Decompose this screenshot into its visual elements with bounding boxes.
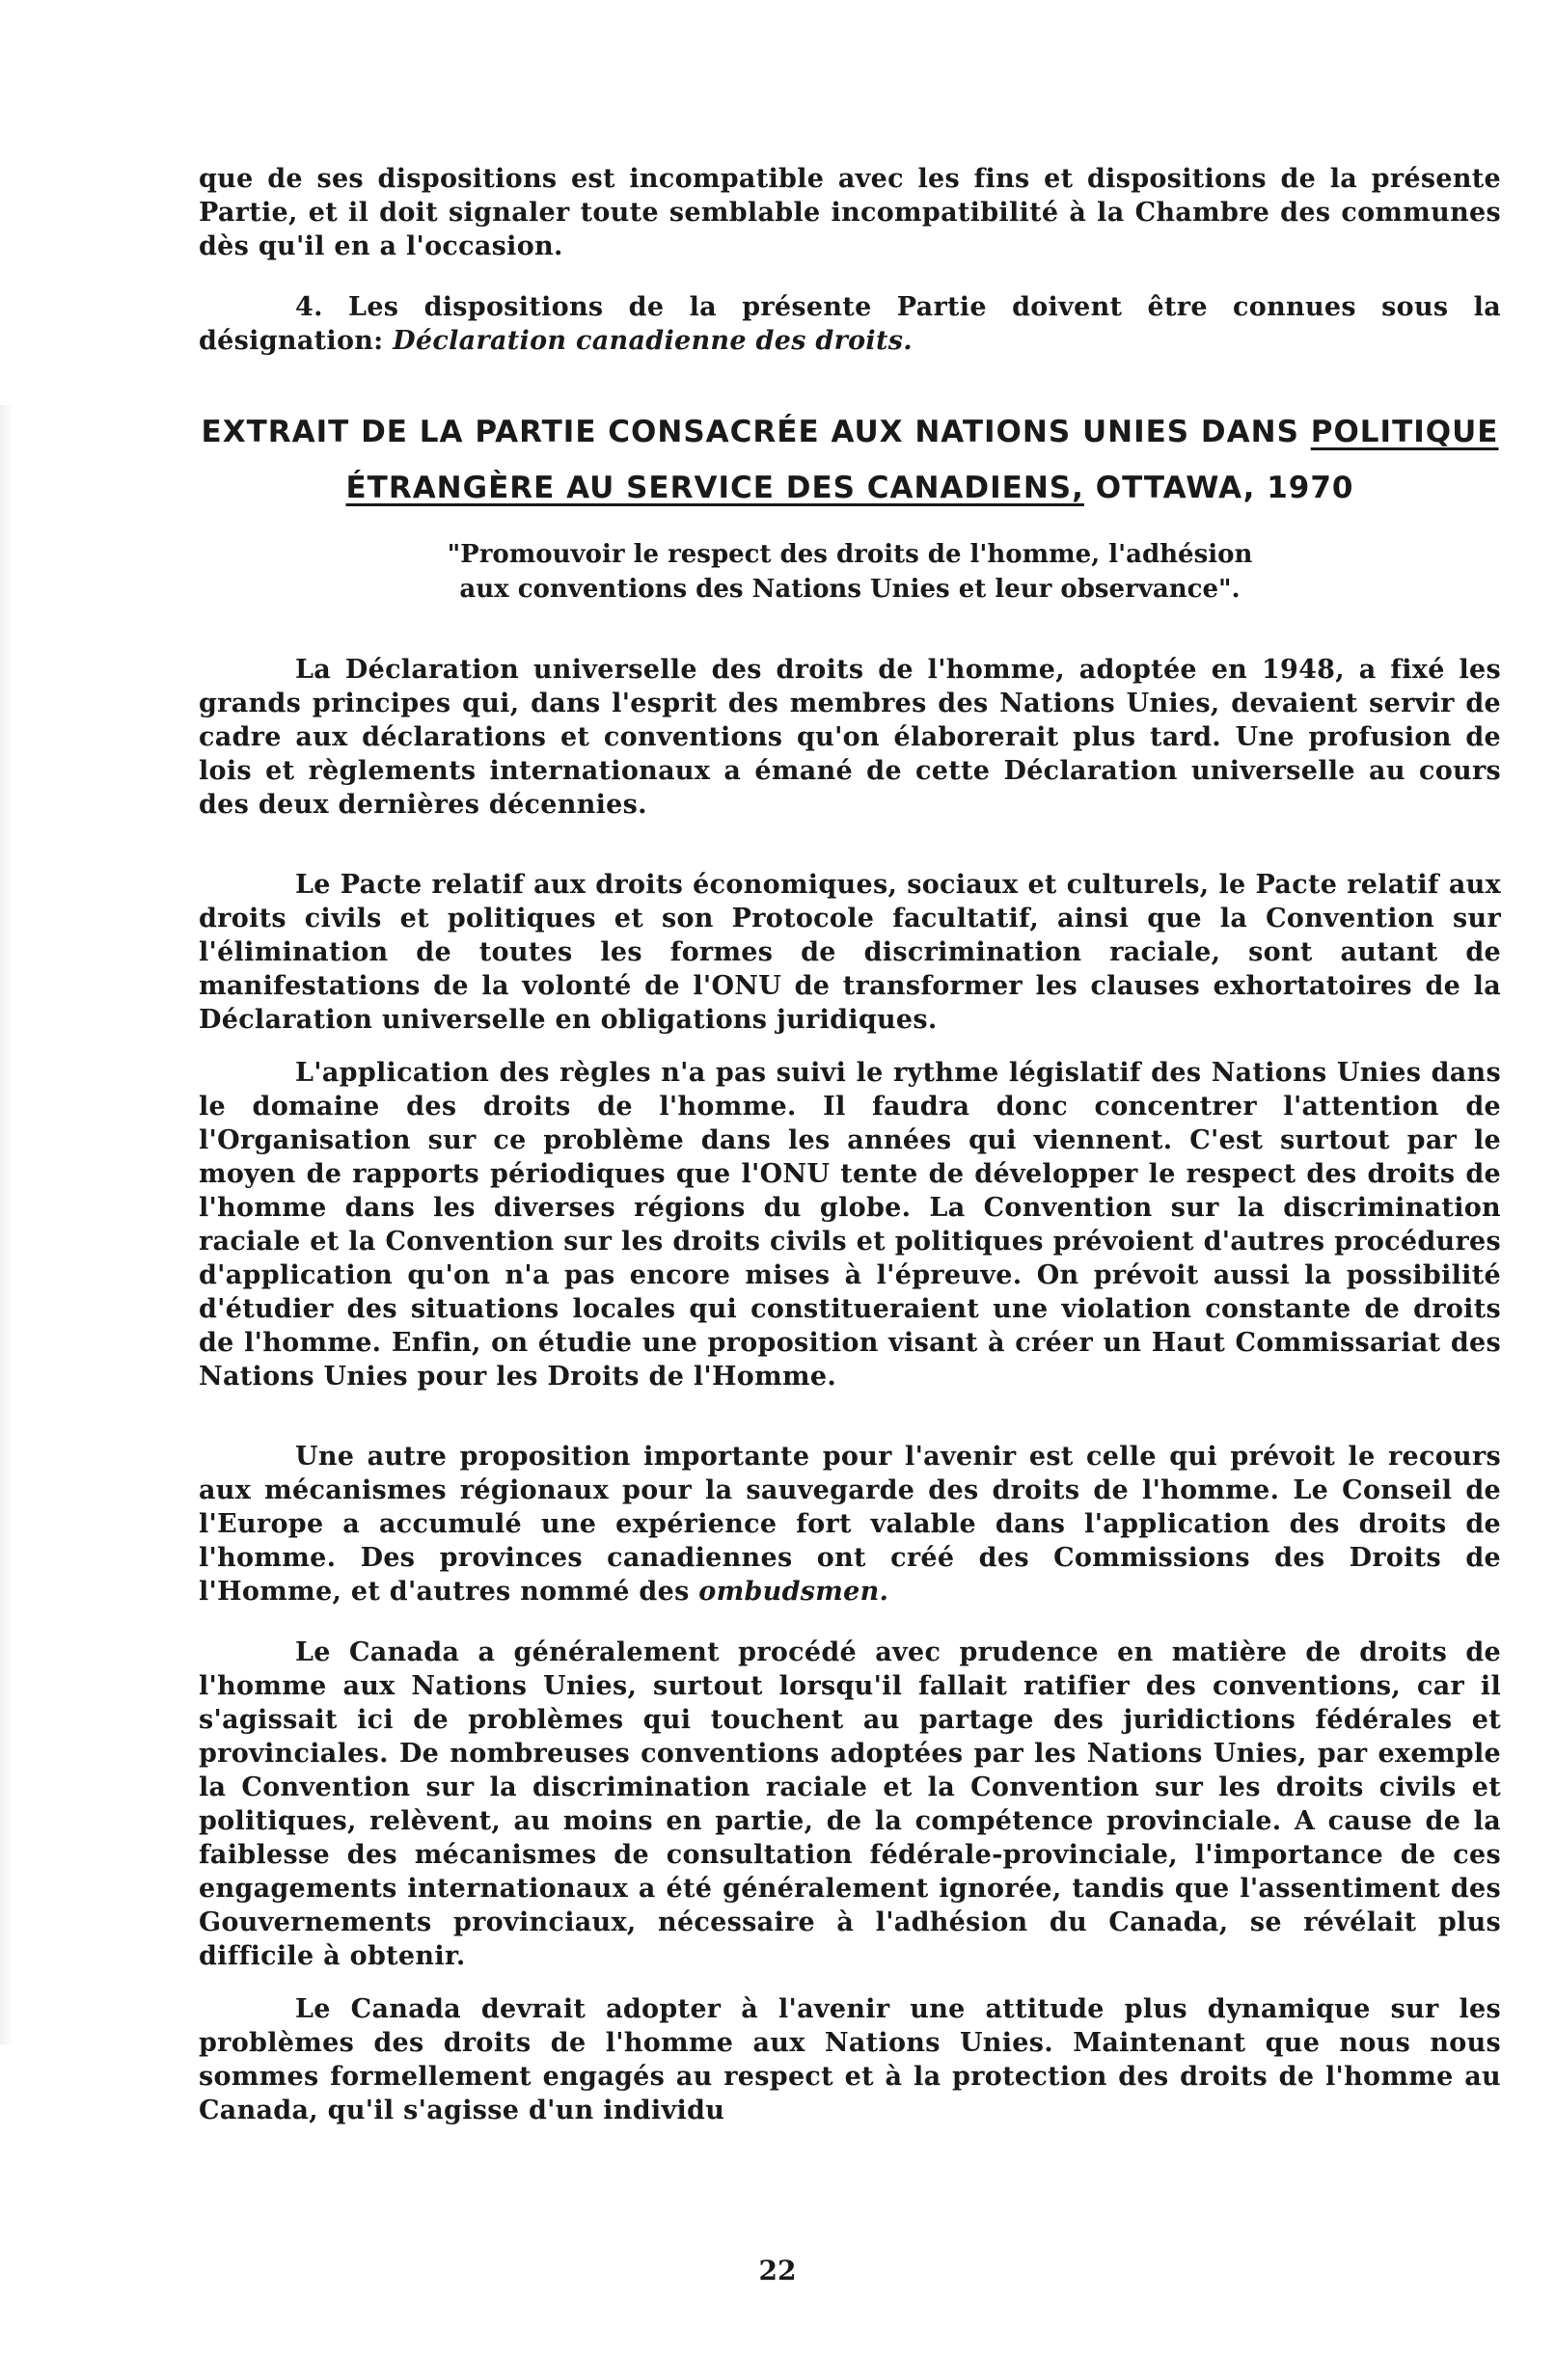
paragraph-regional-mechanisms xyxy=(199,1440,1501,1609)
page-number: 22 xyxy=(758,2255,797,2286)
paragraph-section-4 xyxy=(199,290,1501,358)
heading-line-1-underlined: POLITIQUE xyxy=(1310,415,1499,449)
paragraph-canada-future: Le Canada devrait adopter à l'avenir une attitude plus dynamique sur les problèmes des droits de l'homme aux Nations Unies. Maintenant que nous nous sommes formellement engagés au respect et à la protection des droits de l'homme au Canada, qu'il s'agisse d'un individu xyxy=(199,1994,1501,2125)
heading-line-1-plain: EXTRAIT DE LA PARTIE CONSACRÉE AUX NATIONS UNIES DANS xyxy=(201,415,1299,449)
epigraph-quote xyxy=(199,537,1501,607)
heading-line-2 xyxy=(199,460,1501,516)
regional-mechanisms-text: Une autre proposition importante pour l'avenir est celle qui prévoit le recours aux mécanismes régionaux pour la sauvegarde des droits de l'homme. Le Conseil de l'Europe a accumulé une expérience fort valable dans l'application des droits de l'homme. Des provinces canadiennes ont créé des Commissions des Droits de l'Homme, et d'autres nommé des xyxy=(199,1442,1501,1607)
paragraph-universal-declaration: La Déclaration universelle des droits de l'homme, adoptée en 1948, a fixé les grands principes qui, dans l'esprit des membres des Nations Unies, devaient servir de cadre aux déclarations et conventions qu'on élaborerait plus tard. Une profusion de lois et règlements internationaux a émané de cette Déclaration universelle au cours des deux dernières décennies. xyxy=(199,655,1501,820)
paragraph-continuation: que de ses dispositions est incompatible avec les fins et dispositions de la présente Partie, et il doit signaler toute semblable incompatibilité à la Chambre des communes dès qu'il en a l'occasion. xyxy=(199,164,1501,261)
quote-line-2: aux conventions des Nations Unies et leur observance". xyxy=(459,575,1241,604)
section-4-text: 4. Les dispositions de la présente Partie doivent être connues sous la désignation: xyxy=(199,292,1501,356)
paragraph-pacts: Le Pacte relatif aux droits économiques, sociaux et culturels, le Pacte relatif aux droits civils et politiques et son Protocole facultatif, ainsi que la Convention sur l'élimination de toutes les formes de discrimination raciale, sont autant de manifestations de la volonté de l'ONU de transformer les clauses exhortatoires de la Déclaration universelle en obligations juridiques. xyxy=(199,870,1501,1035)
section-heading xyxy=(199,404,1501,516)
paragraph-application: L'application des règles n'a pas suivi le rythme législatif des Nations Unies dans le domaine des droits de l'homme. Il faudra donc concentrer l'attention de l'Organisation sur ce problème dans les années qui viennent. C'est surtout par le moyen de rapports périodiques que l'ONU tente de développer le respect des droits de l'homme dans les diverses régions du globe. La Convention sur la discrimination raciale et la Convention sur les droits civils et politiques prévoient d'autres procédures d'application qu'on n'a pas encore mises à l'épreuve. On prévoit aussi la possibilité d'étudier des situations locales qui constitueraient une violation constante de droits de l'homme. Enfin, on étudie une proposition visant à créer un Haut Commissariat des Nations Unies pour les Droits de l'Homme. xyxy=(199,1058,1501,1392)
paragraph-canada-prudence: Le Canada a généralement procédé avec prudence en matière de droits de l'homme aux Nations Unies, surtout lorsqu'il fallait ratifier des conventions, car il s'agissait ici de problèmes qui touchent au partage des juridictions fédérales et provinciales. De nombreuses conventions adoptées par les Nations Unies, par exemple la Convention sur la discrimination raciale et la Convention sur les droits civils et politiques, relèvent, au moins en partie, de la compétence provinciale. A cause de la faiblesse des mécanismes de consultation fédérale-provinciale, l'importance de ces engagements internationaux a été généralement ignorée, tandis que l'assentiment des Gouvernements provinciaux, nécessaire à l'adhésion du Canada, se révélait plus difficile à obtenir. xyxy=(199,1637,1501,1971)
declaration-title: Déclaration canadienne des droits. xyxy=(393,326,913,356)
heading-line-2-plain: OTTAWA, 1970 xyxy=(1095,471,1354,505)
ombudsmen-term: ombudsmen. xyxy=(698,1577,889,1607)
heading-line-2-underlined: ÉTRANGÈRE AU SERVICE DES CANADIENS, xyxy=(345,471,1084,505)
heading-line-1 xyxy=(199,404,1501,460)
page-content xyxy=(199,162,1501,2127)
quote-line-1: "Promouvoir le respect des droits de l'homme, l'adhésion xyxy=(447,540,1253,569)
scan-shadow-edge xyxy=(0,405,14,2044)
